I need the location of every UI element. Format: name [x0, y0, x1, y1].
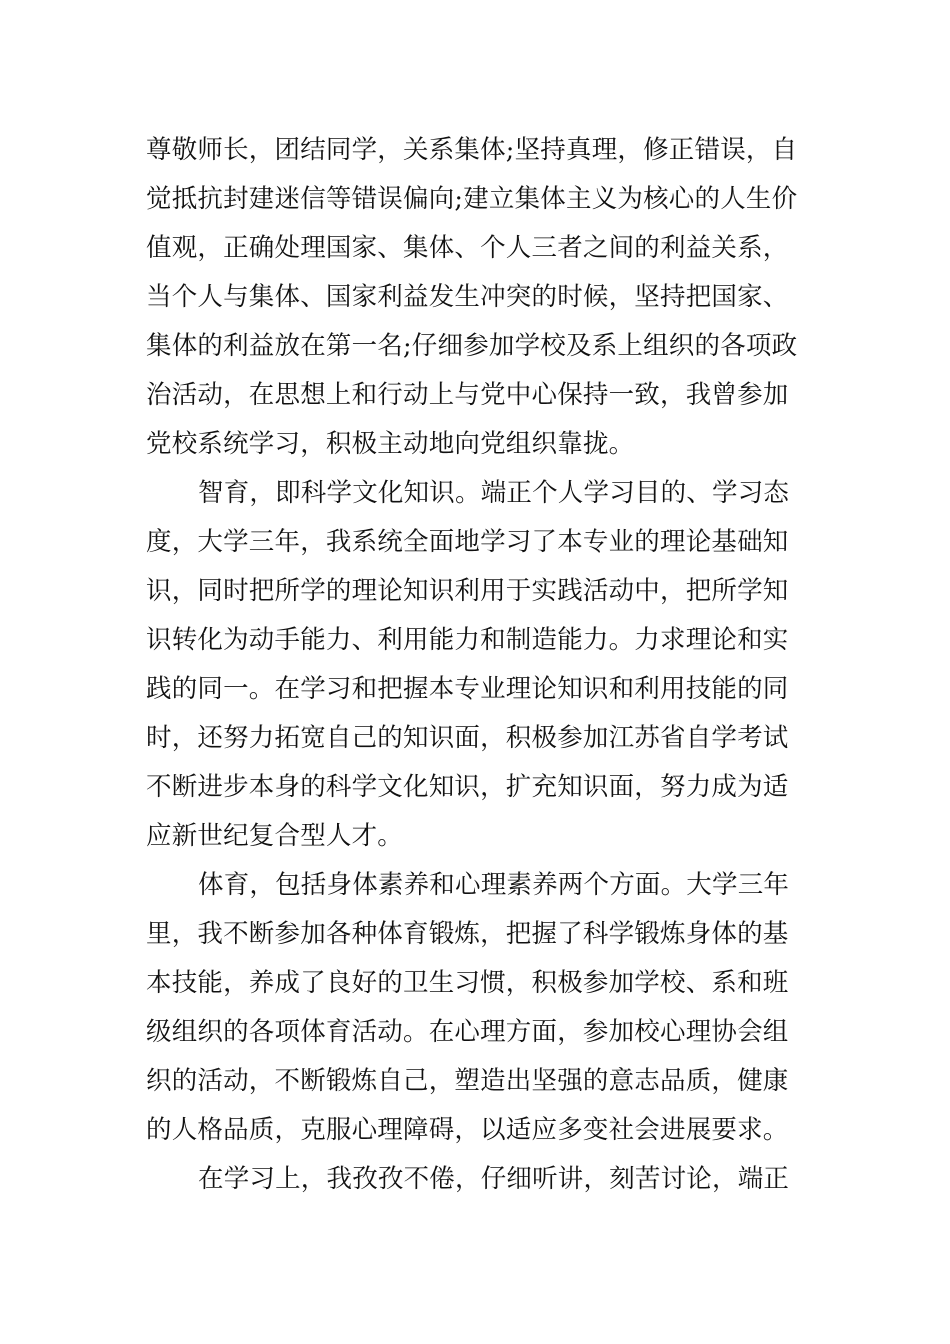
text-line: 集体的利益放在第一名;仔细参加学校及系上组织的各项政: [146, 331, 798, 361]
text-line: 织的活动，不断锻炼自己，塑造出坚强的意志品质，健康: [146, 1066, 789, 1096]
paragraph-start-line: 在学习上，我孜孜不倦，仔细听讲，刻苦讨论，端正: [198, 1164, 790, 1194]
text-line: 应新世纪复合型人才。: [146, 821, 404, 851]
document-body: [146, 126, 816, 1204]
text-line: 不断进步本身的科学文化知识，扩充知识面，努力成为适: [146, 772, 789, 802]
text-line: 识，同时把所学的理论知识利用于实践活动中，把所学知: [146, 576, 789, 606]
paragraph-start-line: 体育，包括身体素养和心理素养两个方面。大学三年: [198, 870, 790, 900]
paragraph-start-line: 智育，即科学文化知识。端正个人学习目的、学习态: [198, 478, 790, 508]
text-line: 识转化为动手能力、利用能力和制造能力。力求理论和实: [146, 625, 789, 655]
text-line: 觉抵抗封建迷信等错误偏向;建立集体主义为核心的人生价: [146, 184, 798, 214]
text-line: 值观，正确处理国家、集体、个人三者之间的利益关系，: [146, 233, 789, 263]
text-line: 的人格品质，克服心理障碍，以适应多变社会进展要求。: [146, 1115, 789, 1145]
text-line: 级组织的各项体育活动。在心理方面，参加校心理协会组: [146, 1017, 789, 1047]
text-line: 尊敬师长，团结同学，关系集体;坚持真理，修正错误，自: [146, 135, 798, 165]
text-line: 党校系统学习，积极主动地向党组织靠拢。: [146, 429, 635, 459]
text-line: 当个人与集体、国家利益发生冲突的时候，坚持把国家、: [146, 282, 789, 312]
text-line: 践的同一。在学习和把握本专业理论知识和利用技能的同: [146, 674, 789, 704]
text-line: 时，还努力拓宽自己的知识面，积极参加江苏省自学考试: [146, 723, 789, 753]
text-line: 治活动，在思想上和行动上与党中心保持一致，我曾参加: [146, 380, 789, 410]
text-line: 里，我不断参加各种体育锻炼，把握了科学锻炼身体的基: [146, 919, 789, 949]
text-line: 本技能，养成了良好的卫生习惯，积极参加学校、系和班: [146, 968, 789, 998]
text-line: 度，大学三年，我系统全面地学习了本专业的理论基础知: [146, 527, 789, 557]
